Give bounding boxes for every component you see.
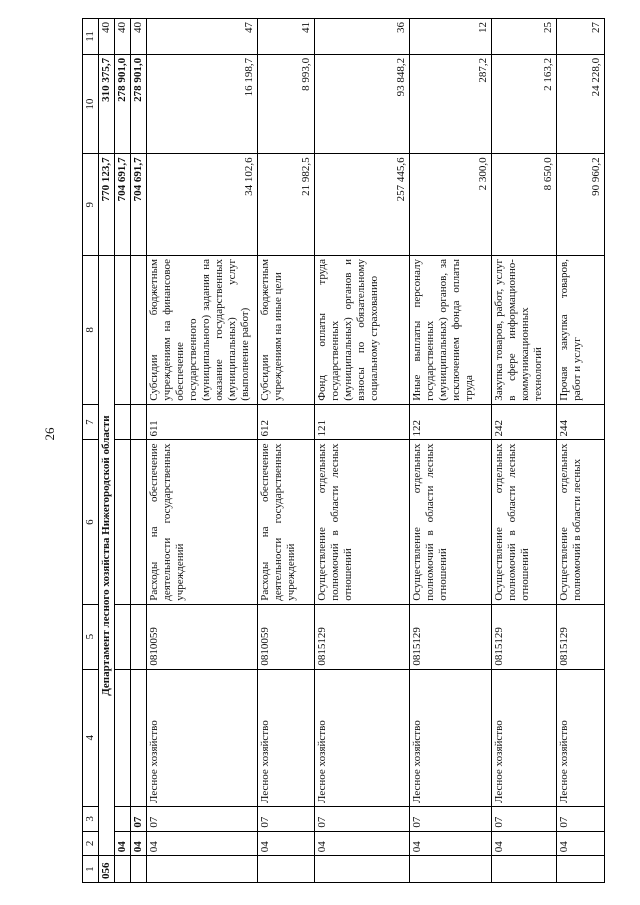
cell-v9: 704 691,7: [115, 154, 131, 256]
cell-c7: 122: [410, 404, 492, 440]
budget-table: [82, 18, 605, 883]
cell-c7: 244: [557, 404, 605, 440]
cell-c10: 16 198,7: [147, 54, 258, 153]
cell-c8: Субсидии бюджетным учреждениям на финансовое обеспечение государственного (муниципального) задания на оказание государственных (муниципальных) услуг (выполнение работ): [147, 256, 258, 405]
department-row: [99, 19, 115, 883]
table-row: [557, 19, 605, 883]
cell-c6: Осуществление отдельных полномочий в области лесных: [557, 440, 605, 604]
cell-c6: Осуществление отдельных полномочий в области лесных отношений: [410, 440, 492, 604]
cell-c10: 287,2: [410, 54, 492, 153]
data-rows: [147, 19, 605, 883]
header-row: [83, 19, 99, 883]
cell-c1: [557, 856, 605, 883]
cell-c9: 2 300,0: [410, 154, 492, 256]
header-cell: 10: [83, 54, 99, 153]
cell-c4: Лесное хозяйство: [492, 669, 557, 806]
header-cell: 8: [83, 256, 99, 405]
cell-c3: 07: [492, 807, 557, 832]
cell-c2: 04: [115, 831, 131, 856]
cell-c6: Осуществление отдельных полномочий в области лесных отношений: [315, 440, 410, 604]
cell-c2: 04: [410, 831, 492, 856]
department-title: Департамент лесного хозяйства Нижегородской области: [99, 256, 115, 856]
cell-c2: 04: [258, 831, 315, 856]
cell-c5: 0810059: [147, 604, 258, 669]
cell-c11: 27: [557, 19, 605, 55]
cell-c5: 0815129: [410, 604, 492, 669]
cell-c5: 0810059: [258, 604, 315, 669]
header-cell: 5: [83, 604, 99, 669]
table-row: [258, 19, 315, 883]
cell-c10: 93 848,2: [315, 54, 410, 153]
cell-c8: Иные выплаты персоналу государственных (муниципальных) органов, за исключением фонда оплаты труда: [410, 256, 492, 405]
header-cell: 7: [83, 404, 99, 440]
table-row: [492, 19, 557, 883]
cell-c6: Расходы на обеспечение деятельности государственных учреждений: [258, 440, 315, 604]
header-cell: 2: [83, 831, 99, 856]
cell-c9: 8 650,0: [492, 154, 557, 256]
cell-c1: [147, 856, 258, 883]
header-cell: 4: [83, 669, 99, 806]
table-row: [147, 19, 258, 883]
rotated-table-wrapper: [82, 18, 640, 883]
cell-c7: 242: [492, 404, 557, 440]
cell-c1: [492, 856, 557, 883]
cell-c11: 36: [315, 19, 410, 55]
cell-c3: 07: [131, 807, 147, 832]
cell-c4: Лесное хозяйство: [410, 669, 492, 806]
header-cell: 1: [83, 856, 99, 883]
cell-c4: Лесное хозяйство: [315, 669, 410, 806]
cell-c3: 07: [315, 807, 410, 832]
cell-c1: [258, 856, 315, 883]
header-cell: 9: [83, 154, 99, 256]
cell-c11: 41: [258, 19, 315, 55]
page-number: 26: [42, 427, 57, 441]
cell-v9: 704 691,7: [131, 154, 147, 256]
cell-c9: 90 960,2: [557, 154, 605, 256]
cell-c10: 24 228,0: [557, 54, 605, 153]
cell-c7: 121: [315, 404, 410, 440]
cell-c2: 04: [492, 831, 557, 856]
department-code: 056: [99, 856, 115, 883]
table-row: [410, 19, 492, 883]
cell-v11: 40: [115, 19, 131, 55]
cell-c2: 04: [147, 831, 258, 856]
cell-v10: 310 375,7: [99, 54, 115, 153]
header-cell: 11: [83, 19, 99, 55]
header-cell: 3: [83, 807, 99, 832]
cell-c11: 12: [410, 19, 492, 55]
cell-c4: Лесное хозяйство: [147, 669, 258, 806]
cell-c2: 04: [131, 831, 147, 856]
table-row: [315, 19, 410, 883]
cell-c7: 612: [258, 404, 315, 440]
cell-c5: 0815129: [557, 604, 605, 669]
cell-v11: 40: [99, 19, 115, 55]
cell-c1: [315, 856, 410, 883]
header-cell: 6: [83, 440, 99, 604]
cell-c8: Прочая закупка товаров, работ и услуг: [557, 256, 605, 405]
cell-c3: 07: [410, 807, 492, 832]
cell-c10: 2 163,2: [492, 54, 557, 153]
cell-v10: 278 901,0: [115, 54, 131, 153]
cell-c3: 07: [557, 807, 605, 832]
cell-v11: 40: [131, 19, 147, 55]
cell-v9: 770 123,7: [99, 154, 115, 256]
cell-c5: 0815129: [315, 604, 410, 669]
subsection-row: [131, 19, 147, 883]
cell-c3: 07: [147, 807, 258, 832]
cell-c4: Лесное хозяйство: [557, 669, 605, 806]
cell-c11: 47: [147, 19, 258, 55]
cell-c8: Субсидии бюджетным учреждениям на иные цели: [258, 256, 315, 405]
cell-c10: 8 993,0: [258, 54, 315, 153]
cell-c3: 07: [258, 807, 315, 832]
cell-c5: 0815129: [492, 604, 557, 669]
cell-c11: 25: [492, 19, 557, 55]
cell-v10: 278 901,0: [131, 54, 147, 153]
cell-c6: Расходы на обеспечение деятельности государственных учреждений: [147, 440, 258, 604]
cell-c2: 04: [557, 831, 605, 856]
cell-c9: 34 102,6: [147, 154, 258, 256]
cell-c8: Закупка товаров, работ, услуг в сфере информационно-коммуникационных технологий: [492, 256, 557, 405]
cell-c8: Фонд оплаты труда государственных (муниципальных) органов и взносы по обязательному социальному страхованию: [315, 256, 410, 405]
cell-c4: Лесное хозяйство: [258, 669, 315, 806]
cell-c7: 611: [147, 404, 258, 440]
cell-c9: 257 445,6: [315, 154, 410, 256]
cell-c9: 21 982,5: [258, 154, 315, 256]
cell-c6: Осуществление отдельных полномочий в области лесных отношений: [492, 440, 557, 604]
cell-c1: [410, 856, 492, 883]
section-row: [115, 19, 131, 883]
cell-c2: 04: [315, 831, 410, 856]
